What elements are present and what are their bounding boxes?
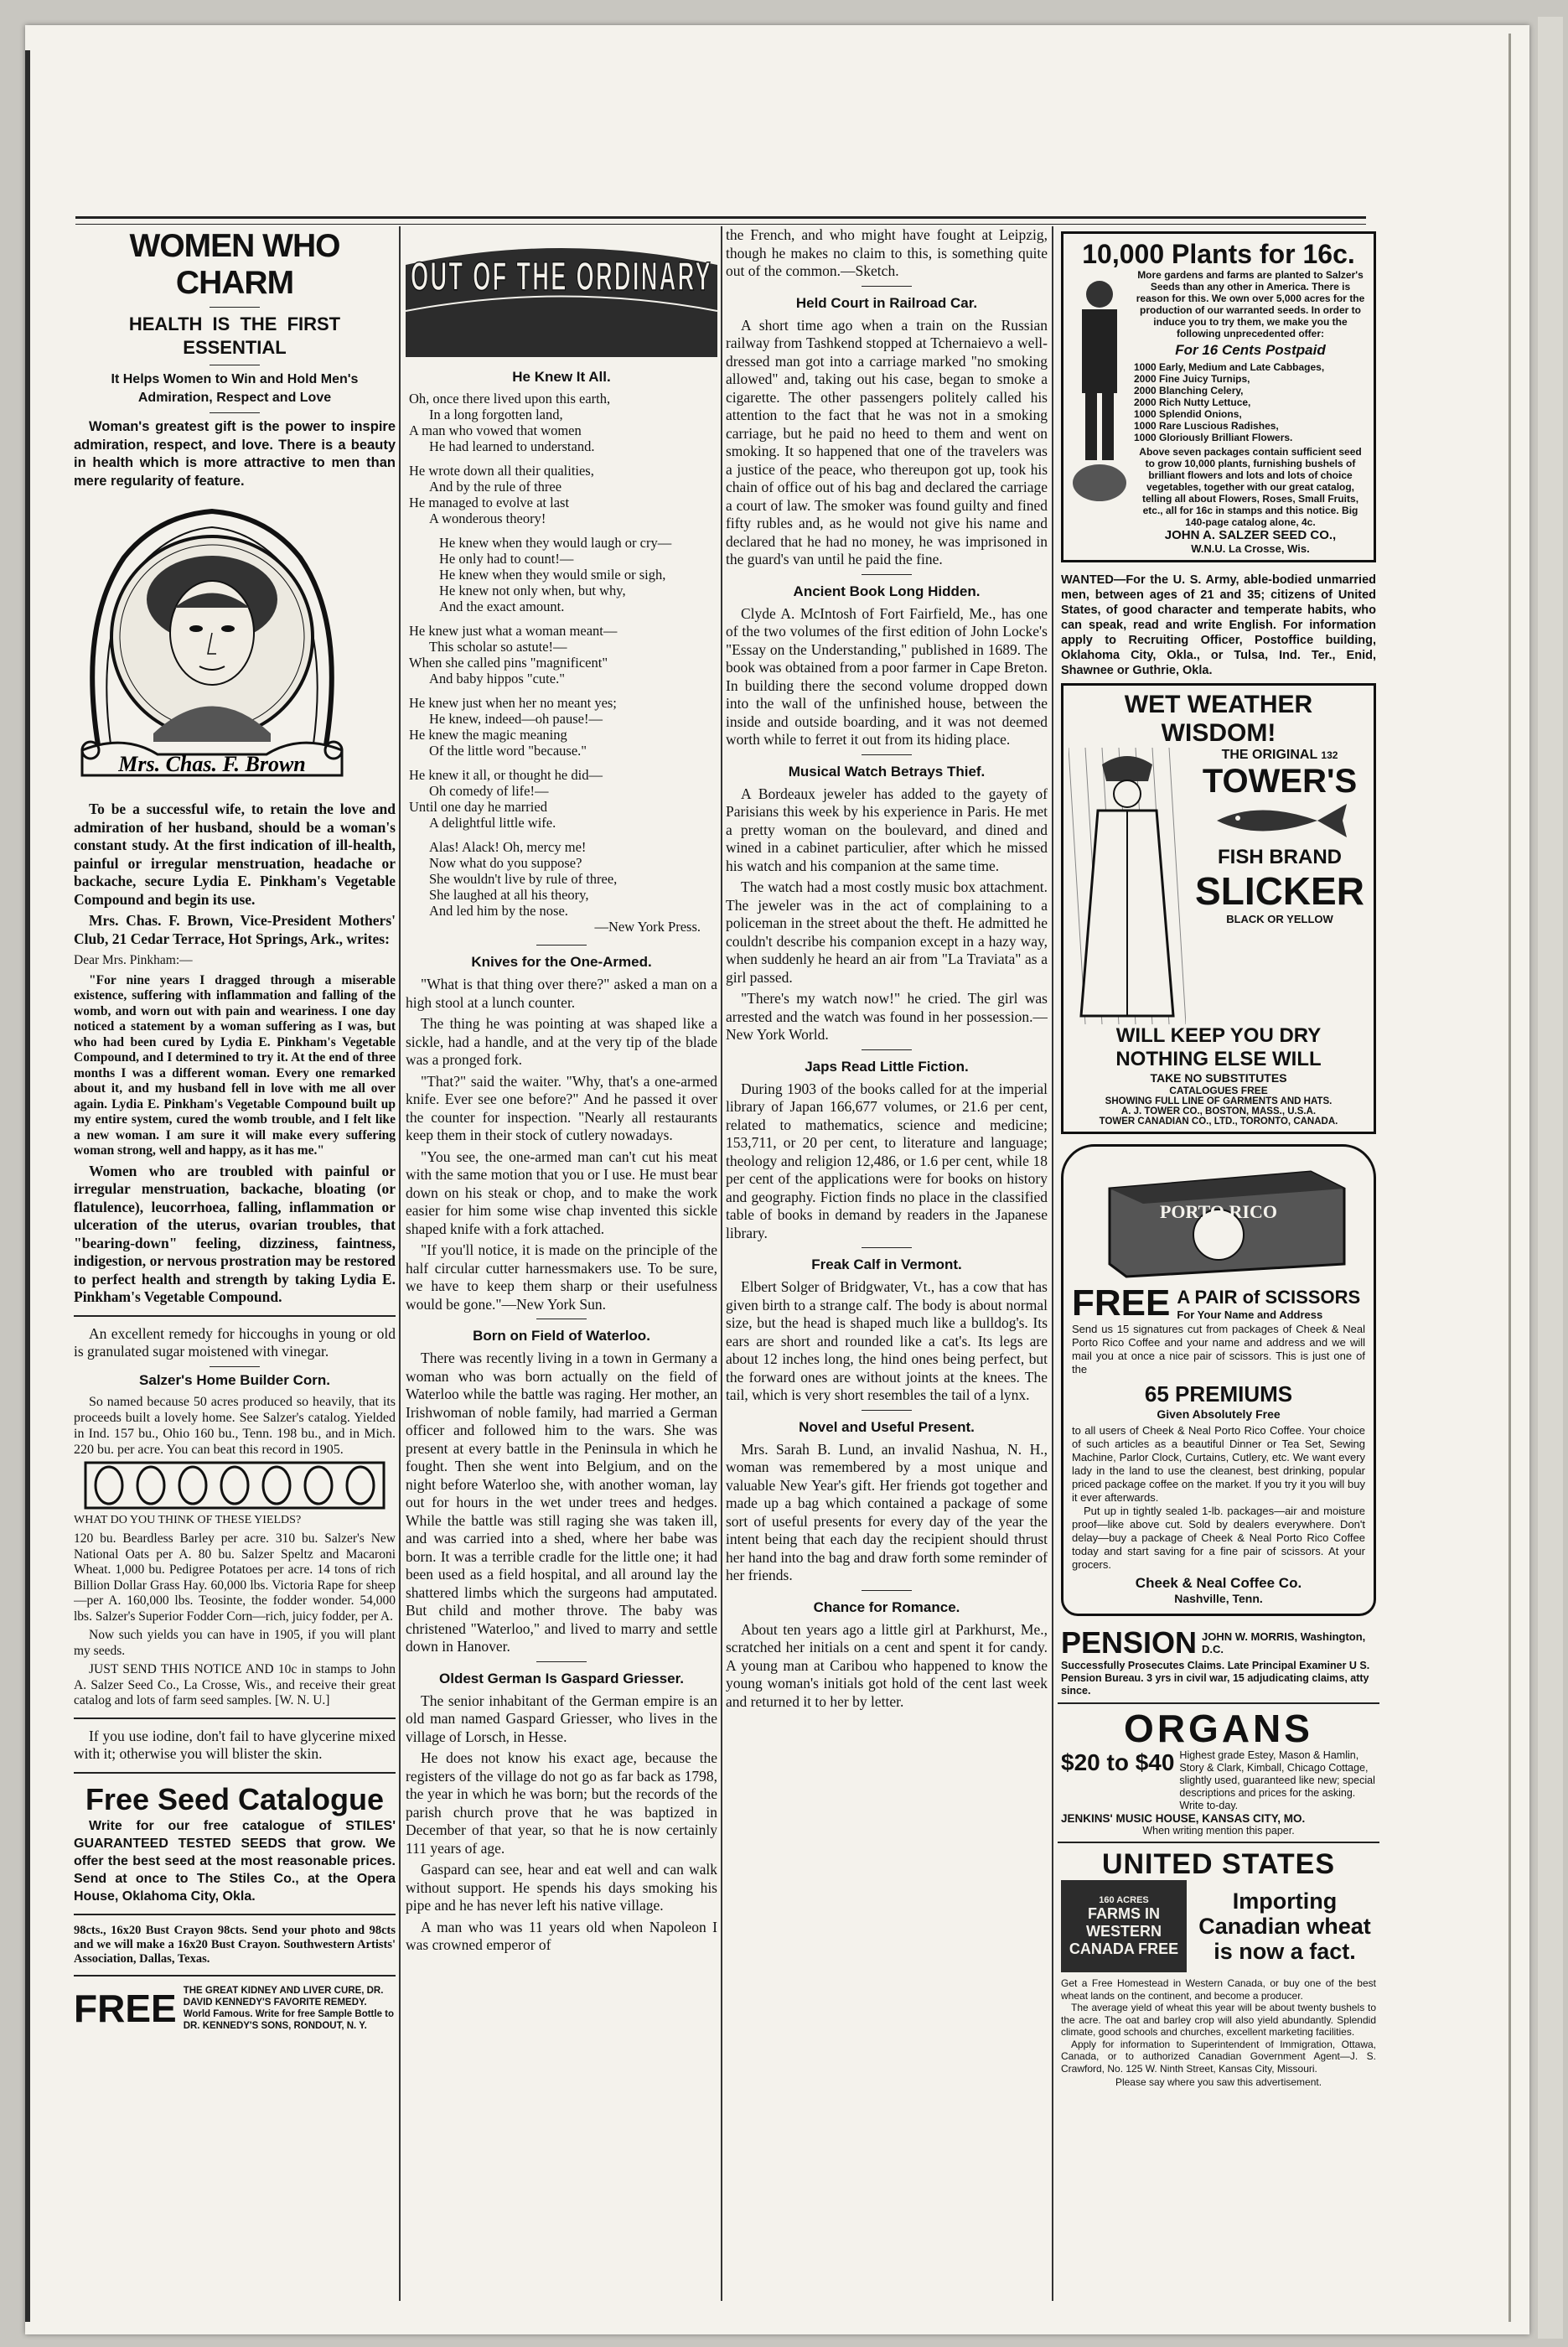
poem-line: Until one day he married [409, 799, 547, 815]
plants-list-item: 2000 Rich Nutty Lettuce, [1134, 396, 1251, 408]
divider [74, 1914, 396, 1915]
plants-list-item: 1000 Splendid Onions, [1134, 408, 1242, 420]
german-p2: He does not know his exact age, because the registers of the village do not go as far back as 1798, the year in which he was born; but the records of the parish church prove that he was baptized in December of that year, so that he is now certainly 111 years of age. [406, 1749, 717, 1857]
salzer-notice: JUST SEND THIS NOTICE AND 10c in stamps to John A. Salzer Seed Co., La Crosse, Wis., and receive their great catalog and lots of farm seed samples. [W. N. U.] [74, 1662, 396, 1707]
poem-line: She wouldn't live by rule of three, [429, 871, 618, 887]
pension-title: PENSION [1061, 1625, 1198, 1660]
poem-line: He knew it all, or thought he did— [409, 767, 603, 783]
coffee-package-label: PORTO RICO [1159, 1201, 1278, 1222]
poem-line [409, 759, 717, 767]
column-2 [406, 226, 717, 2305]
tower-slicker-ad [1061, 683, 1376, 1134]
hiccough-tip: An excellent remedy for hiccoughs in young or old is granulated sugar moistened with vinegar. [74, 1324, 396, 1360]
waterloo-headline: Born on Field of Waterloo. [473, 1328, 650, 1344]
novel-text: Mrs. Sarah B. Lund, an invalid Nashua, N. H., woman was remembered by a most unique and valuable New Year's gift. Her friends got together and made up a bag which contained a package of some sort of useful presents for every day of the year the intent being that each day the recipient should thrust her hand into the bag and draw forth some reminder of her friends. [726, 1440, 1048, 1583]
calf-headline: Freak Calf in Vermont. [811, 1256, 962, 1272]
pinkham-letter: "For nine years I dragged through a miserable existence, suffering with inflammation and falling of the womb, and worn out with pain and weariness. I one day noticed a statement by a woman suffering as I was, but who had been cured by Lydia E. Pinkham's Vegetable Compound, and I determined to try it. At the end of three months I was a different woman. Every one remarked about it, and my husband fell in love with me all over again. Lydia E. Pinkham's Vegetable Compound built up my entire system, cured the womb trouble, and I felt like a new woman. I am sure it will make every suffering woman strong, well and happy, as it has me." [74, 972, 396, 1158]
book-headline: Ancient Book Long Hidden. [793, 583, 981, 599]
kennedy-free: FREE [74, 1986, 177, 2030]
divider [74, 1315, 396, 1317]
court-headline: Held Court in Railroad Car. [795, 294, 978, 311]
watch-p3: "There's my watch now!" he cried. The girl was arrested and the watch was found in her possession.—New York World. [726, 990, 1048, 1043]
scissors-coffee-ad [1061, 1144, 1376, 1616]
watch-headline: Musical Watch Betrays Thief. [788, 763, 986, 780]
poem-line: He wrote down all their qualities, [409, 463, 594, 479]
kennedy-text: THE GREAT KIDNEY AND LIVER CURE, DR. DAVID KENNEDY'S FAVORITE REMEDY. World Famous. Write for free Sample Bottle to DR. KENNEDY'S SONS, RONDOUT, N. Y. [183, 1985, 395, 2031]
wet-slicker: SLICKER [1195, 869, 1364, 913]
divider [536, 1661, 587, 1662]
plants-address: W.N.U. La Crosse, Wis. [1191, 542, 1310, 555]
canada-farms: FARMS IN WESTERN CANADA FREE [1069, 1904, 1179, 1957]
knives-p2: The thing he was pointing at was shaped like a sickle, had a handle, and at the very tip of the blade was a pronged fork. [406, 1015, 717, 1068]
wet-cat: CATALOGUES FREE [1169, 1085, 1268, 1096]
wet-co1: A. J. TOWER CO., BOSTON, MASS., U.S.A. [1120, 1106, 1317, 1117]
salzer-text: So named because 50 acres produced so heavily, that its proceeds built a lovely home. See Salzer's catalog. Yielded in Ind. 157 bu., Ohio 160 bu., Tenn. 198 bu., and in Mich. 220 bu. per acre. You can beat this record in 1905. [74, 1394, 396, 1457]
book-text: Clyde A. McIntosh of Fort Fairfield, Me., has one of the two volumes of the first edition of John Locke's "Essay on the Understanding," published in 1689. The book was obtained from a poor farmer in Cape Breton. In building there the second volume dropped down into the wall of the unfinished house, between the inside and outside boarding, and it was not deemed worth while to ferret it out from its hiding place. [726, 604, 1048, 748]
seed-catalogue-text: Write for our free catalogue of STILES' GUARANTEED TESTED SEEDS that grow. We offer the best seed at the most reasonable prices. Send at once to The Stiles Co., at the Opera House, Oklahoma City, Okla. [74, 1818, 396, 1904]
poem-line: In a long forgotten land, [429, 407, 563, 422]
pinkham-p1: To be a successful wife, to retain the love and admiration of her husband, should be a woman's constant study. At the first indication of ill-health, painful or irregular menstruation, headache or backache, secure Lydia E. Pinkham's Vegetable Compound and begin its use. [74, 800, 396, 908]
plants-list-item: 2000 Blanching Celery, [1134, 385, 1244, 396]
wet-title: WET WEATHER WISDOM! [1124, 691, 1313, 747]
poem-line: This scholar so astute!— [429, 639, 567, 655]
us-note: Please say where you saw this advertisement. [1115, 2076, 1322, 2088]
german-headline: Oldest German Is Gaspard Griesser. [439, 1670, 684, 1686]
watch-p1: A Bordeaux jeweler has added to the gayety of Parisians this week by his experience in Paris. He met a pretty woman on the boulevard, and dined and wined in a cabinet particulier, after which he missed his watch and his companion at the same time. [726, 785, 1048, 874]
poem-line: He knew the magic meaning [409, 727, 567, 743]
premiums-text2: Put up in tightly sealed 1-lb. packages—air and moisture proof—like above cut. Sold by dealers everywhere. Don't delay—buy a package of Cheek & Neal Porto Rico Coffee today and start saving for a fine pair of scissors. At your grocers. [1072, 1505, 1365, 1571]
wet-color: BLACK OR YELLOW [1226, 913, 1333, 925]
wet-brand: FISH BRAND [1218, 846, 1342, 868]
wet-will1: WILL KEEP YOU DRY [1115, 1024, 1322, 1047]
plants-list-item: 1000 Early, Medium and Late Cabbages, [1134, 361, 1325, 373]
premiums-text: to all users of Cheek & Neal Porto Rico Coffee. Your choice of such articles as a beautiful Dinner or Tea Set, Sewing Machine, Parlor Clock, Curtains, Cutlery, etc. We want every lady in the land to use the cleanest, best drinking, popular priced package coffee on the market. If you try it you will buy it ever afterwards. [1072, 1424, 1365, 1504]
poem-line [409, 686, 717, 695]
plants-offer: For 16 Cents Postpaid [1175, 342, 1326, 358]
divider [862, 1590, 912, 1591]
premiums-sub: Given Absolutely Free [1157, 1407, 1281, 1421]
organs-note: When writing mention this paper. [1142, 1825, 1295, 1837]
column-3 [726, 226, 1048, 2305]
fish-icon [1208, 800, 1351, 842]
organs-price: $20 to $40 [1061, 1749, 1175, 1775]
scissors-sub: For Your Name and Address [1177, 1308, 1323, 1321]
page-edge-line [1508, 34, 1511, 2322]
poem-line [409, 526, 717, 535]
poem-body [409, 391, 717, 919]
calf-text: Elbert Solger of Bridgwater, Vt., has a cow that has given birth to a strange calf. The body is about normal size, but the head is shaped much like a bulldog's. Its ears are short and rounded like a cat's. Its legs are about 12 inches long, the hind ones being perfect, but the forward ones are without joints at the knees. The tail, which is very short resembles the tail of a lynx. [726, 1278, 1048, 1403]
pinkham-p2: Mrs. Chas. F. Brown, Vice-President Mothers' Club, 21 Cedar Terrace, Hot Springs, Ark., writes: [74, 912, 396, 947]
waterloo-text: There was recently living in a town in Germany a woman who was born actually on the field of Waterloo while the battle was raging. Her mother, an Irishwoman of noble family, had married a German officer and followed him to the wars. She was present at every battle in the Peninsula in which he fought. Then she went into Belgium, and on the night before Waterloo she, with another woman, lay out for hours in the wet under trees and hedges. While the battle was still raging she was taken ill, and was carried into a shed, where her babe was born. It was a terrible cradle for the little one; it had been used as a field hospital, and all around lay the shattered limbs which the surgeons had amputated. But child and mother throve. The baby was christened "Waterloo," and lived to marry and settle down in Hanover. [406, 1350, 717, 1655]
divider [74, 1975, 396, 1977]
salzer-headline: Salzer's Home Builder Corn. [139, 1371, 330, 1388]
pinkham-p3: Women who are troubled with painful or irregular menstruation, backache, bloating (or flatulence), leucorrhoea, falling, inflammation or ulceration of the uterus, ovarian troubles, that "bearing-down" feeling, dizziness, faintness, indigestion, or nervous prostration may be restored to perfect health and strength by taking Lydia E. Pinkham's Vegetable Compound. [74, 1162, 396, 1305]
pinkham-subhead: HEALTH IS THE FIRST ESSENTIAL [128, 313, 341, 358]
portrait-illustration [74, 499, 350, 788]
us-title: UNITED STATES [1101, 1848, 1336, 1880]
banner-art [406, 231, 717, 357]
banner-text: OUT OF THE ORDINARY [411, 255, 712, 299]
poem-line: He knew when they would smile or sigh, [439, 567, 666, 583]
chance-text: About ten years ago a little girl at Parkhurst, Me., scratched her initials on a cent and spent it for candy. A young man at Caribou who happened to know the young woman's initials got hold of the cent last week and returned it to her by letter. [726, 1620, 1048, 1710]
poem-line: And baby hippos "cute." [429, 671, 565, 686]
plants-list [1134, 361, 1367, 443]
knives-p3: "That?" said the waiter. "Why, that's a one-armed knife. Ever see one before?" And he passed it over the counter for inspection. "Nearly all restaurants keep them in their stock of cutlery nowadays. [406, 1072, 717, 1143]
coffee-package-illustration [1076, 1155, 1361, 1281]
poem-line [409, 454, 717, 463]
poem-line: A delightful little wife. [429, 815, 556, 831]
column-rule [1052, 226, 1053, 2301]
us-importing: Importing Canadian wheat is now a fact. [1198, 1888, 1371, 1964]
japs-text: During 1903 of the books called for at the imperial library of Japan 166,677 volumes, or 21.6 per cent, related to mathematics, science and medicine; 153,711, or 20 per cent, to literature and language; theology and religion 12,486, or 1.6 per cent, while 18 per cent of the applications were for books on history and geography. Fiction finds no place in the classified table of books in demand by readers in the Japanese library. [726, 1080, 1048, 1241]
poem-line: A man who vowed that women [409, 422, 582, 438]
knives-p5: "If you'll notice, it is made on the principle of the half circular cutter harnessmakers use. To be sure, we have to keep them sharp or their usefulness would be gone."—New York Sun. [406, 1241, 717, 1313]
coffee-city: Nashville, Tenn. [1174, 1592, 1263, 1605]
poem-line: She laughed at all his theory, [429, 887, 589, 903]
poem-line: He only had to count!— [439, 551, 574, 567]
farmer-illustration [1070, 269, 1129, 504]
column-1 [74, 226, 396, 2305]
pinkham-intro: Woman's greatest gift is the power to inspire admiration, respect, and love. There is a beauty in health which is more attractive to men than mere regularity of feature. [74, 419, 396, 489]
us-text2: The average yield of wheat this year will be about twenty bushels to the acre. The oat and barley crop will also yield abundantly. Splendid climate, good schools and churches, excellent marketing facilities. [1061, 2002, 1376, 2038]
yields-list: 120 bu. Beardless Barley per acre. 310 bu. Salzer's New National Oats per A. 80 bu. Salzer Speltz and Macaroni Wheat. 1,000 bu. Pedigree Potatoes per acre. 14 tons of rich Billion Dollar Grass Hay. 60,000 lbs. Victoria Rape for sheep—per A. 160,000 lbs. Teosinte, the fodder wonder. 54,000 lbs. Salzer's Superior Fodder Corn—rich, juicy fodder, per A. [74, 1531, 396, 1624]
pinkham-headline: WOMEN WHO CHARM [129, 228, 340, 301]
divider [536, 945, 587, 946]
pinkham-deck: It Helps Women to Win and Hold Men's Admiration, Respect and Love [111, 372, 359, 405]
poem-line: He knew not only when, but why, [439, 583, 626, 598]
canada-ad [1058, 1843, 1379, 2093]
scissors-text: Send us 15 signatures cut from packages of Cheek & Neal Porto Rico Coffee and your name and address and we will mail you at once a nice pair of scissors. This is just one of the [1072, 1323, 1365, 1376]
poem-line: He managed to evolve at last [409, 495, 570, 510]
poem-line: He knew when they would laugh or cry— [439, 535, 672, 551]
german-p4: A man who was 11 years old when Napoleon I was crowned emperor of [406, 1918, 717, 1953]
knives-headline: Knives for the One-Armed. [471, 954, 652, 970]
scissors-title: A PAIR of SCISSORS [1177, 1286, 1361, 1308]
wet-number: 132 [1321, 749, 1338, 761]
iodine-tip: If you use iodine, don't fail to have glycerine mixed with it; otherwise you will blister the skin. [74, 1727, 396, 1762]
divider [210, 307, 260, 308]
plants-list-item: 1000 Rare Luscious Radishes, [1134, 420, 1279, 432]
pension-text: Successfully Prosecutes Claims. Late Principal Examiner U S. Pension Bureau. 3 yrs in civil war, 15 adjudicating claims, atty since. [1061, 1660, 1370, 1697]
portrait-caption: Mrs. Chas. F. Brown [118, 752, 306, 776]
divider [862, 574, 912, 575]
japs-headline: Japs Read Little Fiction. [805, 1058, 969, 1075]
divider [210, 1366, 260, 1367]
poem-line: And led him by the nose. [429, 903, 568, 919]
wet-towers: TOWER'S [1202, 763, 1358, 800]
wet-will2: NOTHING ELSE WILL [1115, 1048, 1322, 1070]
poem-line [409, 614, 717, 623]
wet-take: TAKE NO SUBSTITUTES [1150, 1071, 1287, 1085]
canada-farms-badge [1061, 1880, 1187, 1972]
slicker-figure-illustration [1069, 748, 1186, 1024]
poem-line: He had learned to understand. [429, 438, 595, 454]
poem-line: When she called pins "magnificent" [409, 655, 608, 671]
us-text: Get a Free Homestead in Western Canada, or buy one of the best wheat lands on the continent, and become a producer. [1061, 1977, 1376, 2002]
german-p3: Gaspard can see, hear and eat well and can walk without support. He spends his days smoking his pipe and he has never left his native village. [406, 1861, 717, 1914]
german-p1: The senior inhabitant of the German empire is an old man named Gaspard Griesser, who lives in the village of Lorsch, in Hesse. [406, 1692, 717, 1745]
novel-headline: Novel and Useful Present. [799, 1418, 975, 1435]
poem-line: And the exact amount. [439, 598, 565, 614]
poem-line: He knew just when her no meant yes; [409, 695, 617, 711]
canada-acres: 160 ACRES [1099, 1894, 1149, 1905]
poem-line: Oh, once there lived upon this earth, [409, 391, 611, 407]
wet-original [1191, 748, 1369, 763]
knives-p4: "You see, the one-armed man can't cut his meat with the same motion that you or I use. He must bear down on his steak or chop, and to make the work easier for him some wise chap invented this sickle shaped knife with a fork attached. [406, 1148, 717, 1237]
plants-list-item: 2000 Fine Juicy Turnips, [1134, 373, 1250, 385]
yields-question: WHAT DO YOU THINK OF THESE YIELDS? [74, 1513, 302, 1526]
wet-original-label: THE ORIGINAL [1221, 748, 1317, 762]
divider [210, 412, 260, 413]
salzer-plants-ad [1061, 231, 1376, 562]
page-edge [1538, 17, 1563, 2339]
organs-ad [1058, 1704, 1379, 1843]
yields-end: Now such yields you can have in 1905, if you will plant my seeds. [74, 1628, 396, 1658]
plants-company: JOHN A. SALZER SEED CO., [1164, 528, 1337, 542]
poem-line: He knew, indeed—oh pause!— [429, 711, 603, 727]
scissors-free: FREE [1072, 1282, 1171, 1324]
watch-p2: The watch had a most costly music box attachment. The jeweler was in the act of complaining to a policeman in the street about the theft. He admitted he couldn't describe his companion except in a hazy way, when suddenly he heard an air from "La Traviata" as a girl passed. [726, 878, 1048, 986]
column-4 [1058, 226, 1379, 2305]
divider [862, 1410, 912, 1411]
poem-line: Oh comedy of life!— [429, 783, 549, 799]
divider [74, 1772, 396, 1774]
pension-ad [1058, 1626, 1379, 1704]
poem-line: Now what do you suppose? [429, 855, 582, 871]
plants-title: 10,000 Plants for 16c. [1082, 239, 1355, 269]
poem-line: Of the little word "because." [429, 743, 587, 759]
pension-name: JOHN W. MORRIS, Washington, D.C. [1202, 1630, 1366, 1655]
poem-line: He knew just what a woman meant— [409, 623, 618, 639]
premiums-title: 65 PREMIUMS [1144, 1381, 1293, 1407]
seed-catalogue-headline: Free Seed Catalogue [85, 1781, 385, 1816]
binding-edge [25, 50, 30, 2322]
wet-show: SHOWING FULL LINE OF GARMENTS AND HATS. [1105, 1096, 1333, 1106]
poem-line: A wonderous theory! [429, 510, 546, 526]
poem-line [409, 831, 717, 839]
organs-company: JENKINS' MUSIC HOUSE, KANSAS CITY, MO. [1061, 1812, 1306, 1825]
divider [862, 1247, 912, 1248]
poem-line: Alas! Alack! Oh, mercy me! [429, 839, 587, 855]
poem-title: He Knew It All. [512, 369, 611, 385]
knives-p1: "What is that thing over there?" asked a man on a high stool at a lunch counter. [406, 976, 717, 1011]
continued-text: the French, and who might have fought at Leipzig, though he makes no claim to this, is something quite out of the common.—Sketch. [726, 226, 1048, 279]
out-of-the-ordinary-banner [406, 231, 717, 357]
column-rule [399, 226, 401, 2301]
divider [862, 1049, 912, 1050]
top-rule [75, 216, 1366, 225]
organs-text: Highest grade Estey, Mason & Hamlin, Story & Clark, Kimball, Chicago Cottage, slightly used, guaranteed like new; special descriptions and prices for the asking. Write to-day. [1179, 1749, 1375, 1811]
wet-co2: TOWER CANADIAN CO., LTD., TORONTO, CANADA. [1099, 1117, 1338, 1127]
column-rule [721, 226, 722, 2301]
poem-credit: —New York Press. [594, 919, 701, 935]
plants-text: More gardens and farms are planted to Salzer's Seeds than any other in America. There is reason for this. We own over 5,000 acres for the production of our warranted seeds. In order to induce you to try them, we make you the following unprecedented offer: [1136, 269, 1365, 339]
coffee-company: Cheek & Neal Coffee Co. [1135, 1575, 1302, 1591]
chance-headline: Chance for Romance. [813, 1598, 960, 1615]
divider [862, 754, 912, 755]
court-text: A short time ago when a train on the Russian railway from Tashkend stopped at Tchernaievo a well-dressed man got into a carriage marked "no smoking allowed" and, taking out his case, began to smoke a cigarette. The other passengers politely called his attention to the fact that he was not in a smoking carriage, but he paid no heed to them and went on smoking. It so happened that one of the travelers was a justice of the peace, who thereupon got up, took his chain of office out of his bag and declared the carriage a court of law. The smoker was found guilty and fined fifty rubles and, as he would not give his name and declared that he had no money, he was imprisoned in the guard's van until he paid the fine. [726, 316, 1048, 567]
poem-line: And by the rule of three [429, 479, 562, 495]
divider [862, 286, 912, 287]
corn-ears-illustration [84, 1461, 386, 1510]
plants-list-item: 1000 Gloriously Brilliant Flowers. [1134, 432, 1293, 443]
organs-title: ORGANS [1124, 1707, 1313, 1750]
crayon-ad: 98cts., 16x20 Bust Crayon 98cts. Send your photo and 98cts and we will make a 16x20 Bust Crayon. Southwestern Artists' Association, Dallas, Texas. [74, 1923, 396, 1966]
plants-more: Above seven packages contain sufficient seed to grow 10,000 plants, furnishing bushels of brilliant flowers and lots and lots of choice vegetables, together with our great catalog, telling all about Flowers, Roses, Small Fruits, etc., all for 16c in stamps and this notice. Big 140-page catalog alone, 4c. [1139, 446, 1362, 528]
us-text3: Apply for information to Superintendent of Immigration, Ottawa, Canada, or to authorized Canadian Government Agent—J. S. Crawford, No. 125 W. Ninth Street, Kansas City, Missouri. [1061, 2038, 1376, 2075]
pinkham-salute: Dear Mrs. Pinkham:— [74, 953, 193, 967]
army-wanted-ad: WANTED—For the U. S. Army, able-bodied unmarried men, between ages of 21 and 35; citizens of United States, of good character and temperate habits, who can speak, read and write English. For information apply to Recruiting Officer, Postoffice building, Oklahoma City, Okla., or Tulsa, Ind. Ter., Enid, Shawnee or Guthrie, Okla. [1061, 573, 1376, 677]
divider [74, 1718, 396, 1719]
